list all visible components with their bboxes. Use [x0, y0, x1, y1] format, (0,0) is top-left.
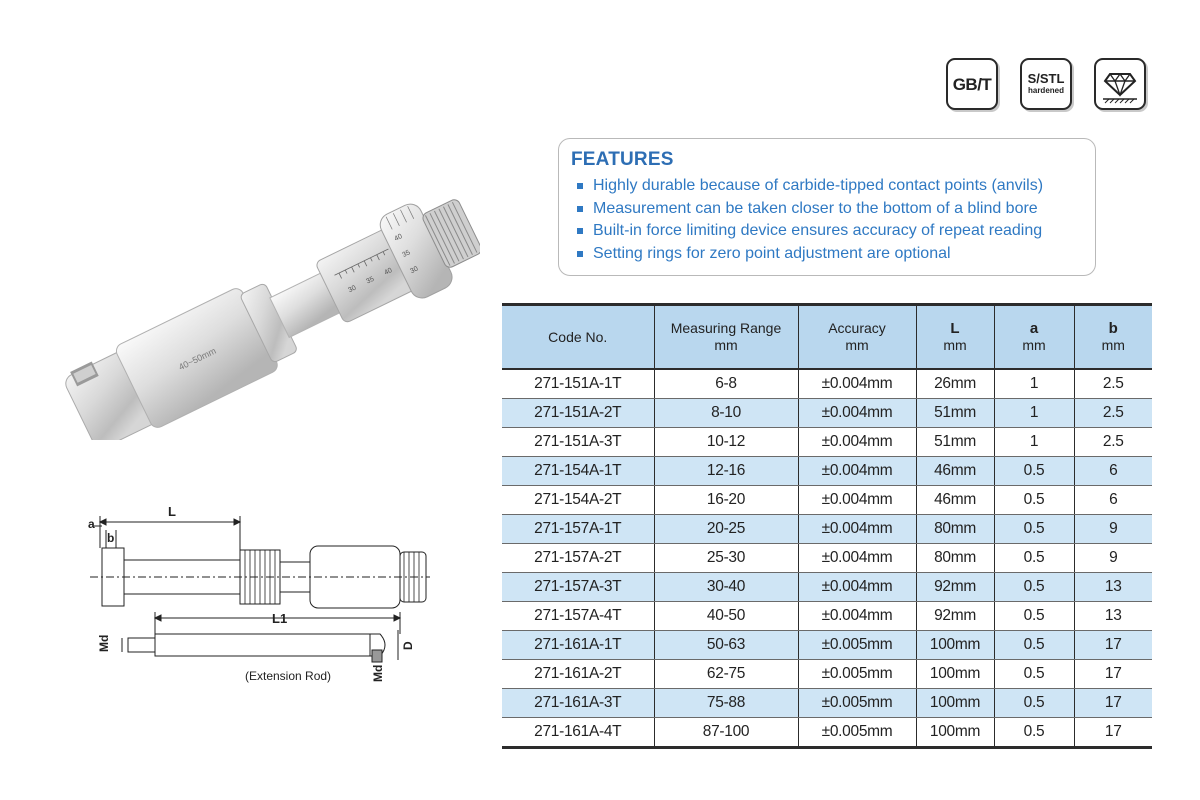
cell-b: 2.5 — [1074, 428, 1152, 457]
header-accuracy-label: Accuracy — [828, 320, 886, 336]
cell-a: 0.5 — [994, 544, 1074, 573]
dim-label-L: L — [168, 504, 176, 519]
cell-b: 17 — [1074, 631, 1152, 660]
table-row — [502, 486, 1152, 515]
table-row — [502, 457, 1152, 486]
cell-code: 271-161A-1T — [502, 631, 654, 660]
cell-a: 1 — [994, 369, 1074, 399]
cell-range: 30-40 — [654, 573, 798, 602]
cell-a: 0.5 — [994, 602, 1074, 631]
bore-micrometer-photo — [40, 140, 480, 440]
scale-number: 35 — [401, 249, 412, 259]
header-accuracy-unit: mm — [845, 337, 869, 353]
cell-b: 9 — [1074, 544, 1152, 573]
dim-label-D: D — [401, 641, 415, 650]
sstl-badge-sublabel: hardened — [1027, 86, 1064, 96]
table-header-row — [502, 305, 1152, 370]
gbt-badge-label: GB/T — [952, 74, 992, 94]
cell-accuracy: ±0.005mm — [798, 718, 916, 748]
header-a-unit: mm — [1022, 337, 1046, 353]
header-range-label: Measuring Range — [670, 320, 782, 336]
technical-diagram — [80, 500, 440, 700]
cell-b: 6 — [1074, 457, 1152, 486]
cell-code: 271-161A-4T — [502, 718, 654, 748]
dim-label-a: a — [88, 517, 95, 531]
cell-L: 92mm — [916, 602, 994, 631]
cell-range: 6-8 — [654, 369, 798, 399]
header-range — [654, 305, 798, 370]
diamond-icon — [1094, 58, 1146, 110]
feature-item — [577, 243, 1081, 266]
table-row — [502, 399, 1152, 428]
diamond-icon-graphic — [1100, 64, 1140, 104]
cell-b: 13 — [1074, 573, 1152, 602]
table-row — [502, 573, 1152, 602]
cell-b: 17 — [1074, 689, 1152, 718]
cell-range: 87-100 — [654, 718, 798, 748]
certification-badges — [946, 58, 1146, 110]
cell-code: 271-157A-3T — [502, 573, 654, 602]
cell-range: 62-75 — [654, 660, 798, 689]
feature-item — [577, 198, 1081, 221]
cell-range: 12-16 — [654, 457, 798, 486]
table-row — [502, 544, 1152, 573]
cell-a: 0.5 — [994, 573, 1074, 602]
cell-range: 20-25 — [654, 515, 798, 544]
cell-code: 271-161A-2T — [502, 660, 654, 689]
table-row — [502, 660, 1152, 689]
table-row — [502, 631, 1152, 660]
header-code-label: Code No. — [548, 328, 608, 345]
cell-b: 13 — [1074, 602, 1152, 631]
cell-a: 0.5 — [994, 631, 1074, 660]
cell-accuracy: ±0.005mm — [798, 660, 916, 689]
header-range-unit: mm — [714, 337, 738, 353]
cell-a: 0.5 — [994, 457, 1074, 486]
cell-code: 271-157A-1T — [502, 515, 654, 544]
cell-L: 92mm — [916, 573, 994, 602]
cell-L: 100mm — [916, 631, 994, 660]
table-row — [502, 369, 1152, 399]
cell-b: 17 — [1074, 718, 1152, 748]
header-L-unit: mm — [943, 337, 967, 353]
header-code — [502, 305, 654, 370]
header-accuracy — [798, 305, 916, 370]
cell-L: 51mm — [916, 399, 994, 428]
cell-code: 271-154A-1T — [502, 457, 654, 486]
table-row — [502, 689, 1152, 718]
cell-a: 1 — [994, 399, 1074, 428]
table-row — [502, 515, 1152, 544]
cell-range: 25-30 — [654, 544, 798, 573]
cell-accuracy: ±0.004mm — [798, 428, 916, 457]
cell-L: 100mm — [916, 718, 994, 748]
dim-label-L1: L1 — [272, 611, 288, 626]
feature-text: Built-in force limiting device ensures accuracy of repeat reading — [593, 222, 1043, 239]
cell-accuracy: ±0.004mm — [798, 457, 916, 486]
header-b-label: b — [1108, 320, 1118, 337]
bullet-icon — [577, 183, 583, 189]
cell-range: 16-20 — [654, 486, 798, 515]
cell-b: 9 — [1074, 515, 1152, 544]
bullet-icon — [577, 206, 583, 212]
feature-item — [577, 220, 1081, 243]
extension-rod-caption: (Extension Rod) — [245, 669, 332, 683]
feature-text: Measurement can be taken closer to the bottom of a blind bore — [593, 199, 1038, 217]
cell-L: 100mm — [916, 660, 994, 689]
spec-table — [502, 303, 1152, 749]
header-b — [1074, 305, 1152, 370]
sstl-badge-label: S/STL — [1027, 71, 1065, 87]
table-body — [502, 369, 1152, 748]
cell-b: 2.5 — [1074, 369, 1152, 399]
features-title: FEATURES — [571, 149, 674, 170]
cell-accuracy: ±0.004mm — [798, 399, 916, 428]
dim-label-Md: Md — [97, 634, 111, 652]
cell-accuracy: ±0.004mm — [798, 573, 916, 602]
table-row — [502, 718, 1152, 748]
cell-L: 46mm — [916, 457, 994, 486]
cell-L: 26mm — [916, 369, 994, 399]
cell-range: 8-10 — [654, 399, 798, 428]
cell-accuracy: ±0.004mm — [798, 486, 916, 515]
feature-text: Highly durable because of carbide-tipped contact points (anvils) — [593, 177, 1044, 194]
cell-a: 1 — [994, 428, 1074, 457]
cell-accuracy: ±0.004mm — [798, 602, 916, 631]
header-b-unit: mm — [1101, 337, 1125, 353]
gbt-badge — [946, 58, 998, 110]
cell-L: 80mm — [916, 544, 994, 573]
cell-accuracy: ±0.004mm — [798, 369, 916, 399]
bullet-icon — [577, 228, 583, 234]
cell-code: 271-157A-4T — [502, 602, 654, 631]
cell-accuracy: ±0.004mm — [798, 515, 916, 544]
cell-range: 40-50 — [654, 602, 798, 631]
scale-number: 40 — [393, 233, 404, 243]
feature-text: Setting rings for zero point adjustment are optional — [593, 244, 951, 262]
cell-code: 271-151A-3T — [502, 428, 654, 457]
cell-L: 80mm — [916, 515, 994, 544]
header-a — [994, 305, 1074, 370]
cell-code: 271-157A-2T — [502, 544, 654, 573]
cell-b: 17 — [1074, 660, 1152, 689]
cell-L: 100mm — [916, 689, 994, 718]
cell-code: 271-161A-3T — [502, 689, 654, 718]
scale-number: 30 — [347, 284, 358, 295]
cell-code: 271-154A-2T — [502, 486, 654, 515]
cell-b: 2.5 — [1074, 399, 1152, 428]
cell-accuracy: ±0.005mm — [798, 689, 916, 718]
sstl-hardened-badge — [1020, 58, 1072, 110]
bullet-icon — [577, 251, 583, 257]
header-L — [916, 305, 994, 370]
cell-accuracy: ±0.005mm — [798, 631, 916, 660]
feature-item — [577, 175, 1081, 198]
features-list — [571, 175, 1081, 265]
cell-b: 6 — [1074, 486, 1152, 515]
cell-a: 0.5 — [994, 689, 1074, 718]
cell-a: 0.5 — [994, 660, 1074, 689]
dim-label-Md-end: Md — [371, 664, 385, 682]
cell-code: 271-151A-2T — [502, 399, 654, 428]
dim-label-b: b — [107, 531, 115, 545]
cell-a: 0.5 — [994, 486, 1074, 515]
sleeve-range-text: 40~50mm — [176, 345, 218, 373]
cell-accuracy: ±0.004mm — [798, 544, 916, 573]
scale-number: 35 — [365, 275, 376, 286]
cell-a: 0.5 — [994, 718, 1074, 748]
cell-a: 0.5 — [994, 515, 1074, 544]
cell-code: 271-151A-1T — [502, 369, 654, 399]
cell-L: 51mm — [916, 428, 994, 457]
features-box — [558, 138, 1096, 276]
cell-range: 75-88 — [654, 689, 798, 718]
header-a-label: a — [1029, 320, 1039, 337]
scale-number: 40 — [383, 266, 394, 277]
cell-L: 46mm — [916, 486, 994, 515]
table-row — [502, 428, 1152, 457]
cell-range: 50-63 — [654, 631, 798, 660]
cell-range: 10-12 — [654, 428, 798, 457]
scale-number: 30 — [409, 265, 420, 276]
table-row — [502, 602, 1152, 631]
header-L-label: L — [950, 320, 960, 337]
